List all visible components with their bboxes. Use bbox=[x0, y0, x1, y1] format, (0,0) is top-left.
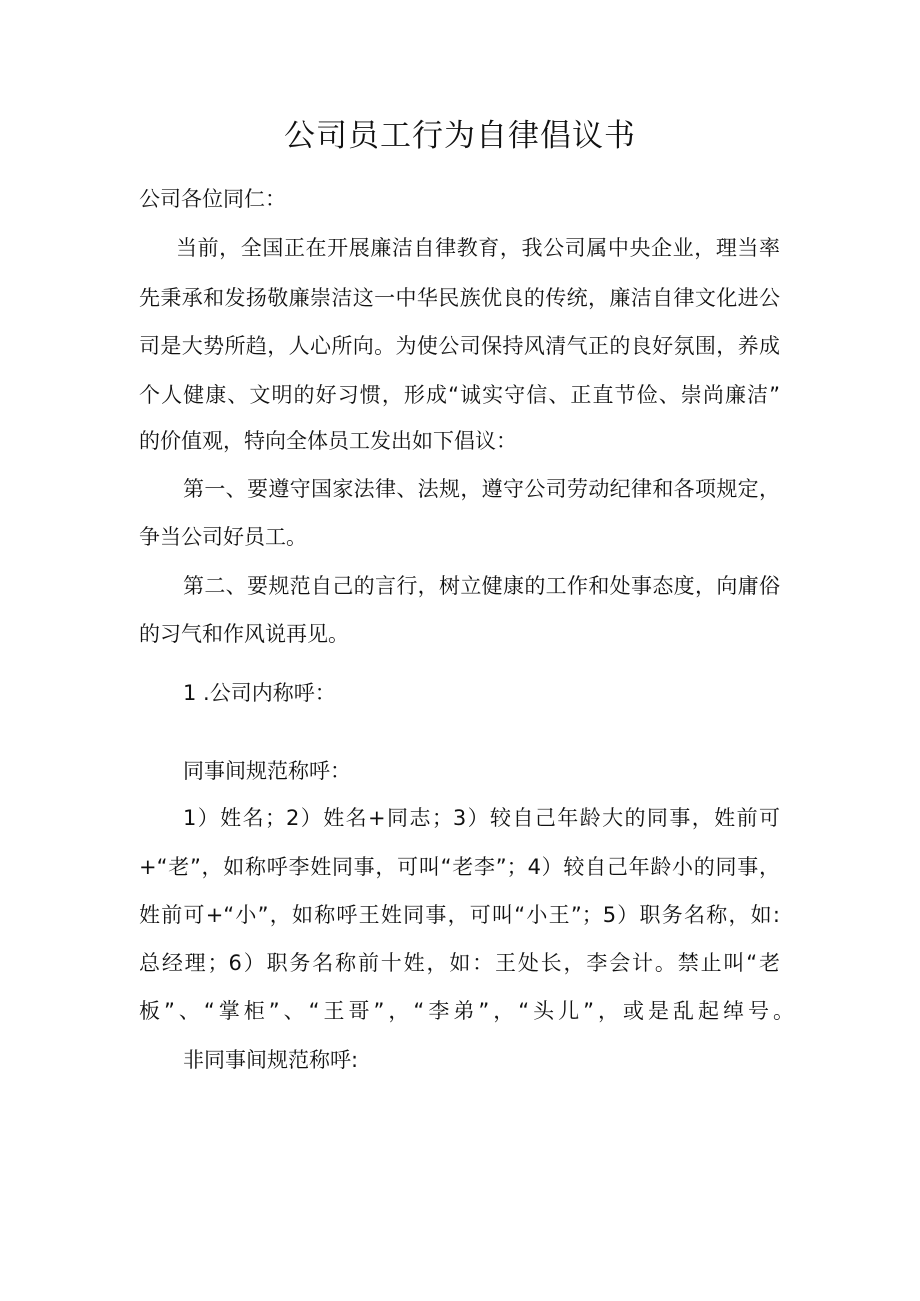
colleague-line-4: 总经理；6）职务名称前十姓，如：王处长，李会计。禁止叫“老 bbox=[139, 951, 780, 975]
non-colleague-heading: 非同事间规范称呼: bbox=[183, 1048, 359, 1072]
intro-line-2: 先秉承和发扬敬廉崇洁这一中华民族优良的传统，廉洁自律文化进公 bbox=[139, 286, 780, 310]
colleague-line-2: +“老”，如称呼李姓同事，可叫“老李”；4）较自己年龄小的同事， bbox=[139, 855, 780, 879]
intro-line-3: 司是大势所趋，人心所向。为使公司保持风清气正的良好氛围，养成 bbox=[139, 334, 780, 358]
second-point-line-1: 第二、要规范自己的言行，树立健康的工作和处事态度，向庸俗 bbox=[183, 574, 780, 598]
first-point-line-2: 争当公司好员工。 bbox=[139, 525, 307, 549]
colleague-line-3: 姓前可+“小”，如称呼王姓同事，可叫“小王”；5）职务名称，如: bbox=[139, 903, 780, 927]
colleague-heading: 同事间规范称呼： bbox=[183, 759, 351, 783]
item-1-heading: 1 .公司内称呼： bbox=[183, 681, 336, 705]
first-point-line-1: 第一、要遵守国家法律、法规，遵守公司劳动纪律和各项规定， bbox=[183, 477, 780, 501]
intro-line-4: 个人健康、文明的好习惯，形成“诚实守信、正直节俭、崇尚廉洁” bbox=[139, 383, 780, 407]
colleague-line-1: 1）姓名；2）姓名+同志；3）较自己年龄大的同事，姓前可 bbox=[183, 806, 780, 830]
intro-line-5: 的价值观，特向全体员工发出如下倡议： bbox=[139, 429, 517, 453]
second-point-line-2: 的习气和作风说再见。 bbox=[139, 622, 349, 646]
colleague-line-5: 板”、“掌柜”、“王哥”，“李弟”，“头儿”，或是乱起绰号。 bbox=[139, 999, 794, 1023]
document-title: 公司员工行为自律倡议书 bbox=[284, 118, 636, 154]
intro-line-1: 当前，全国正在开展廉洁自律教育，我公司属中央企业，理当率 bbox=[176, 236, 780, 260]
salutation: 公司各位同仁： bbox=[139, 187, 286, 211]
